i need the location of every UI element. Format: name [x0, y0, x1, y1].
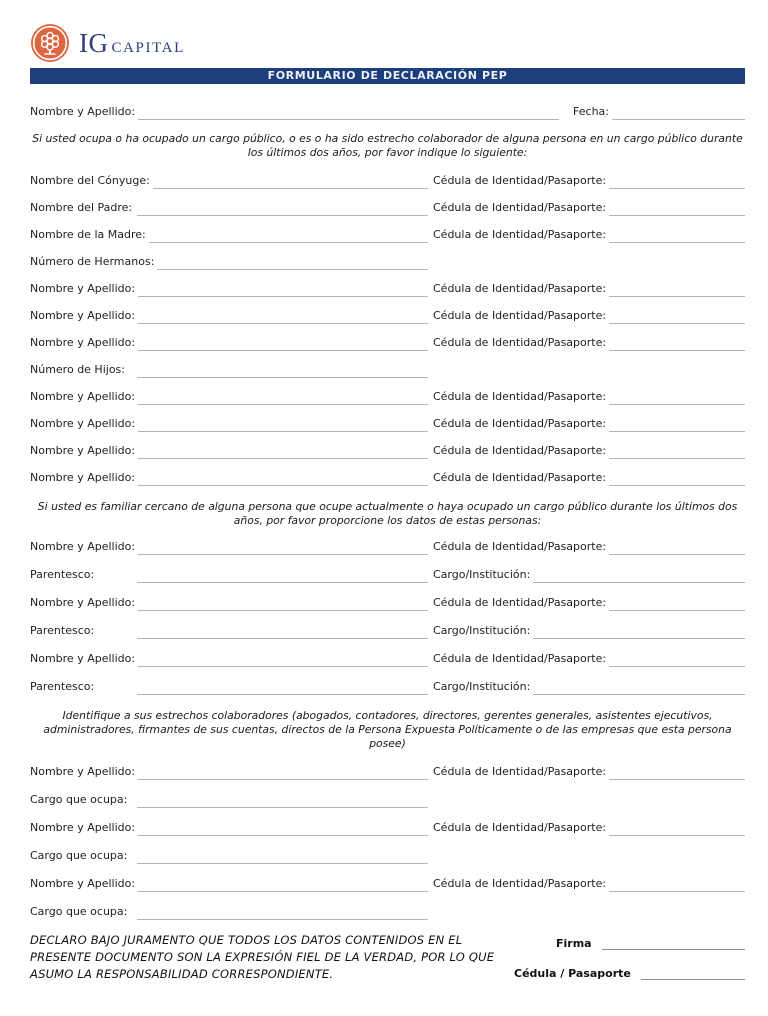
field-label: Cédula de Identidad/Pasaporte: [433, 309, 607, 322]
left-field [30, 281, 428, 297]
left-field [30, 764, 428, 780]
left-field [30, 651, 428, 667]
pep-form-page [0, 22, 768, 983]
signature-block [498, 932, 745, 983]
left-field [30, 200, 428, 216]
form-row [30, 227, 745, 243]
left-field [30, 567, 428, 583]
field-label: Cédula de Identidad/Pasaporte: [433, 336, 607, 349]
name-input-line[interactable] [138, 117, 559, 120]
field-label: Parentesco: [30, 680, 95, 693]
ig-capital-tree-logo-icon [30, 23, 70, 63]
field-label: Nombre del Padre: [30, 201, 133, 214]
form-row [30, 876, 745, 892]
left-field [30, 820, 428, 836]
left-field [30, 679, 428, 695]
section-personal-relatives [30, 173, 745, 486]
ig-capital-logo [30, 22, 745, 64]
right-field [433, 651, 745, 667]
name-field-label: Nombre y Apellido: [30, 105, 136, 118]
field-input-line[interactable] [138, 833, 428, 836]
field-label: Cédula de Identidad/Pasaporte: [433, 174, 607, 187]
field-input-line[interactable] [137, 636, 428, 639]
form-row [30, 904, 745, 920]
field-label: Cédula de Identidad/Pasaporte: [433, 540, 607, 553]
form-row [30, 416, 745, 432]
right-field [433, 876, 745, 892]
right-field [433, 679, 745, 695]
field-input-line[interactable] [137, 213, 428, 216]
right-field [433, 200, 745, 216]
field-label: Cargo que ocupa: [30, 905, 128, 918]
field-input-line[interactable] [533, 692, 745, 695]
field-input-line[interactable] [609, 777, 745, 780]
field-label: Cédula de Identidad/Pasaporte: [433, 471, 607, 484]
instruction-close-collaborators: Identifique a sus estrechos colaboradores (abogados, contadores, directores, gerentes generales, asistentes ejecutivos, administradores, firmantes de sus cuentas, directos de la Persona Expuesta Políticamente o de las empresas que esta persona posee) [43, 709, 732, 750]
field-label: Nombre y Apellido: [30, 877, 136, 890]
id-passport-input-line[interactable] [641, 977, 745, 980]
left-field [30, 389, 428, 405]
field-input-line[interactable] [609, 483, 745, 486]
form-row [30, 335, 745, 351]
field-label: Nombre y Apellido: [30, 282, 136, 295]
form-row [30, 173, 745, 189]
field-label: Cédula de Identidad/Pasaporte: [433, 596, 607, 609]
form-row [30, 820, 745, 836]
left-field [30, 362, 428, 378]
field-input-line[interactable] [609, 213, 745, 216]
field-input-line[interactable] [138, 321, 428, 324]
signature-input-line[interactable] [602, 947, 745, 950]
declaration-block [30, 932, 745, 983]
field-input-line[interactable] [609, 186, 745, 189]
field-input-line[interactable] [138, 608, 428, 611]
field-label: Nombre y Apellido: [30, 765, 136, 778]
field-label: Cédula de Identidad/Pasaporte: [433, 765, 607, 778]
right-field [433, 539, 745, 555]
signature-row [514, 934, 745, 950]
field-label: Nombre y Apellido: [30, 596, 136, 609]
field-input-line[interactable] [609, 552, 745, 555]
right-field [433, 416, 745, 432]
field-label: Cargo/Institución: [433, 568, 531, 581]
left-field [30, 848, 428, 864]
left-field [30, 416, 428, 432]
form-row [30, 567, 745, 583]
field-input-line[interactable] [609, 321, 745, 324]
id-passport-field-label: Cédula / Pasaporte [514, 967, 631, 980]
field-input-line[interactable] [609, 240, 745, 243]
field-label: Nombre y Apellido: [30, 540, 136, 553]
field-label: Cédula de Identidad/Pasaporte: [433, 444, 607, 457]
field-label: Cargo/Institución: [433, 680, 531, 693]
field-input-line[interactable] [137, 861, 428, 864]
form-row [30, 764, 745, 780]
field-input-line[interactable] [137, 375, 428, 378]
field-input-line[interactable] [137, 805, 428, 808]
field-label: Nombre y Apellido: [30, 444, 136, 457]
logo-wordmark [79, 28, 185, 59]
field-input-line[interactable] [137, 692, 428, 695]
field-label: Cédula de Identidad/Pasaporte: [433, 652, 607, 665]
right-field [433, 820, 745, 836]
field-label: Número de Hermanos: [30, 255, 155, 268]
form-row [30, 651, 745, 667]
field-label: Cédula de Identidad/Pasaporte: [433, 417, 607, 430]
field-label: Cédula de Identidad/Pasaporte: [433, 877, 607, 890]
field-label: Nombre y Apellido: [30, 471, 136, 484]
form-row [30, 308, 745, 324]
field-input-line[interactable] [533, 636, 745, 639]
id-passport-row [514, 964, 745, 980]
field-input-line[interactable] [138, 429, 428, 432]
field-input-line[interactable] [609, 664, 745, 667]
field-label: Parentesco: [30, 624, 95, 637]
right-field [433, 308, 745, 324]
left-field [30, 443, 428, 459]
field-label: Nombre y Apellido: [30, 652, 136, 665]
field-label: Cédula de Identidad/Pasaporte: [433, 201, 607, 214]
form-row [30, 792, 745, 808]
field-input-line[interactable] [138, 483, 428, 486]
field-input-line[interactable] [137, 917, 428, 920]
field-input-line[interactable] [138, 348, 428, 351]
form-row [30, 254, 745, 270]
field-input-line[interactable] [609, 348, 745, 351]
field-label: Parentesco: [30, 568, 95, 581]
right-field [433, 389, 745, 405]
form-row [30, 539, 745, 555]
logo-ig-text: IG [79, 27, 109, 58]
right-field [433, 173, 745, 189]
field-input-line[interactable] [138, 402, 428, 405]
field-input-line[interactable] [138, 456, 428, 459]
field-label: Cédula de Identidad/Pasaporte: [433, 390, 607, 403]
field-label: Nombre de la Madre: [30, 228, 146, 241]
field-input-line[interactable] [609, 833, 745, 836]
field-label: Nombre y Apellido: [30, 309, 136, 322]
field-input-line[interactable] [609, 608, 745, 611]
field-label: Nombre y Apellido: [30, 417, 136, 430]
form-row [30, 595, 745, 611]
left-field [30, 792, 428, 808]
form-row [30, 443, 745, 459]
field-input-line[interactable] [609, 402, 745, 405]
field-input-line[interactable] [138, 552, 428, 555]
right-field [433, 567, 745, 583]
field-input-line[interactable] [138, 889, 428, 892]
instruction-close-family: Si usted es familiar cercano de alguna persona que ocupe actualmente o haya ocupado un cargo público durante los últimos dos años, por favor proporcione los datos de estas personas: [37, 500, 738, 527]
field-input-line[interactable] [609, 294, 745, 297]
section-family-pep [30, 539, 745, 695]
right-field [433, 623, 745, 639]
logo-capital-text: CAPITAL [111, 39, 185, 56]
field-label: Cédula de Identidad/Pasaporte: [433, 282, 607, 295]
right-field [433, 595, 745, 611]
field-input-line[interactable] [138, 777, 428, 780]
field-input-line[interactable] [138, 294, 428, 297]
field-label: Cargo/Institución: [433, 624, 531, 637]
left-field [30, 595, 428, 611]
form-row [30, 281, 745, 297]
form-title-bar: FORMULARIO DE DECLARACIÓN PEP [30, 68, 745, 84]
field-label: Cargo que ocupa: [30, 793, 128, 806]
instruction-public-office: Si usted ocupa o ha ocupado un cargo público, o es o ha sido estrecho colaborador de alguna persona en un cargo público durante los últimos dos años, por favor indique lo siguiente: [32, 132, 743, 159]
form-row [30, 200, 745, 216]
right-field [433, 443, 745, 459]
left-field [30, 227, 428, 243]
left-field [30, 904, 428, 920]
field-label: Nombre y Apellido: [30, 336, 136, 349]
right-field [433, 227, 745, 243]
sworn-declaration-text: DECLARO BAJO JURAMENTO QUE TODOS LOS DATOS CONTENIDOS EN EL PRESENTE DOCUMENTO SON LA EXPRESIÓN FIEL DE LA VERDAD, POR LO QUE ASUMO LA RESPONSABILIDAD CORRESPONDIENTE. [30, 933, 495, 981]
form-row [30, 848, 745, 864]
field-input-line[interactable] [609, 889, 745, 892]
date-input-line[interactable] [612, 117, 745, 120]
left-field [30, 876, 428, 892]
right-field [433, 335, 745, 351]
left-field [30, 308, 428, 324]
field-label: Cargo que ocupa: [30, 849, 128, 862]
right-field [433, 764, 745, 780]
left-field [30, 623, 428, 639]
field-input-line[interactable] [157, 267, 428, 270]
form-row [30, 679, 745, 695]
form-row [30, 389, 745, 405]
section-collaborators [30, 764, 745, 920]
left-field [30, 470, 428, 486]
field-label: Número de Hijos: [30, 363, 125, 376]
right-field [433, 470, 745, 486]
field-input-line[interactable] [533, 580, 745, 583]
field-label: Cédula de Identidad/Pasaporte: [433, 821, 607, 834]
left-field [30, 539, 428, 555]
field-input-line[interactable] [609, 429, 745, 432]
field-input-line[interactable] [137, 580, 428, 583]
right-field [433, 281, 745, 297]
field-input-line[interactable] [138, 664, 428, 667]
form-row [30, 623, 745, 639]
field-label: Cédula de Identidad/Pasaporte: [433, 228, 607, 241]
form-row [30, 362, 745, 378]
left-field [30, 173, 428, 189]
field-label: Nombre y Apellido: [30, 821, 136, 834]
left-field [30, 335, 428, 351]
signature-field-label: Firma [556, 937, 592, 950]
left-field [30, 254, 428, 270]
form-row-name-date [30, 104, 745, 120]
field-input-line[interactable] [149, 240, 428, 243]
field-input-line[interactable] [609, 456, 745, 459]
field-label: Nombre del Cónyuge: [30, 174, 150, 187]
form-row [30, 470, 745, 486]
field-input-line[interactable] [153, 186, 428, 189]
date-field-label: Fecha: [573, 105, 609, 118]
field-label: Nombre y Apellido: [30, 390, 136, 403]
